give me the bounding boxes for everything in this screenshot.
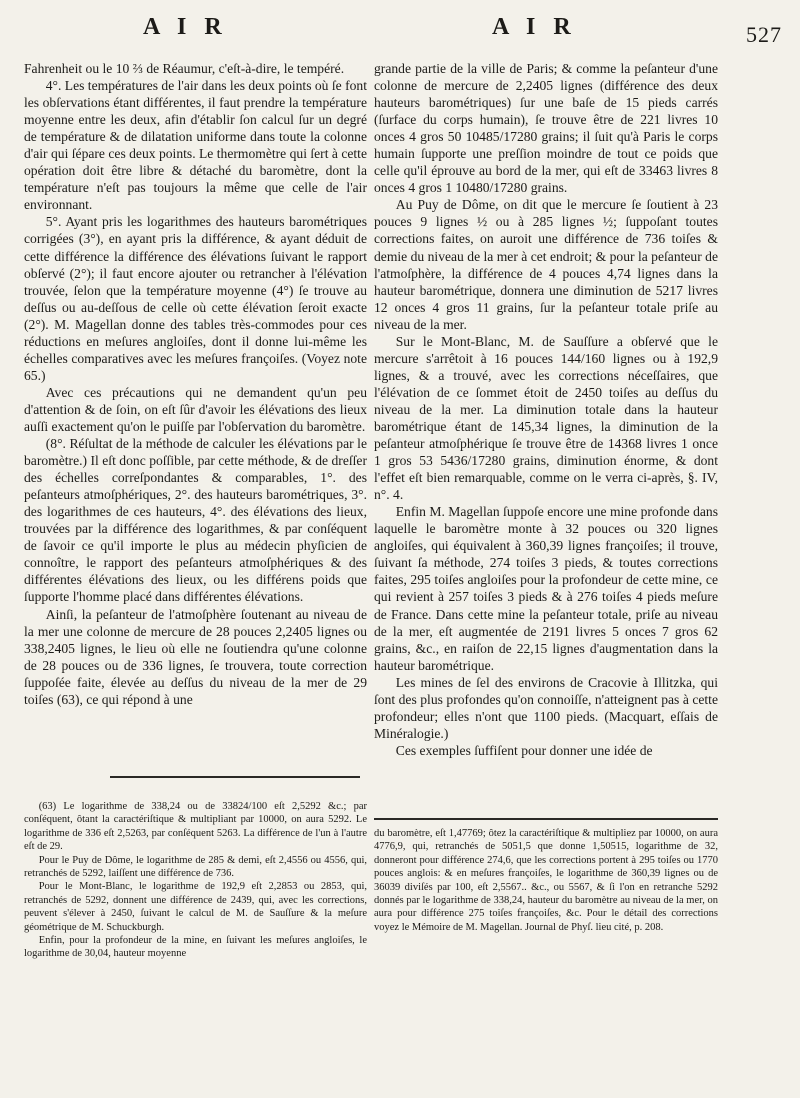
paragraph: Ces exemples ſuffiſent pour donner une idée de <box>395 742 653 758</box>
left-column <box>24 60 367 708</box>
paragraph: Sur le Mont-Blanc, M. de Sauſſure a obſervé que le mercure s'arrêtoit à 16 pouces 144/160 lignes ou à 192,9 lignes, & a trouvé, avec les corrections néceſſaires, que l'élévation de ce ſommet étoit de 2450 toiſes au deſſus du niveau de la mer. La diminution totale dans la hauteur barométrique étant de 145,34 lignes, la diminution de la peſanteur atmoſphérique ſe trouve être de 14368 livres 1 once 1 gros 53 5436/17280 grains, diminution énorme, & dont l'effet eſt bien remarquable, comme on le verra ci-après, §. IV, n°. 4. <box>374 333 718 503</box>
paragraph: grande partie de la ville de Paris; & comme la peſanteur d'une colonne de mercure de 2,2405 lignes (différence des deux hauteurs barométriques) ſur une baſe de 15 pieds carrés (ſurface du corps humain), ſe trouve être de 221 livres 10 onces 4 gros 50 10485/17280 grains; il ſuit qu'à Paris le corps humain ſupporte une preſſion moindre de tout ce poids que celle qu'il éprouve au bord de la mer, qui eſt de 33463 livres 8 onces 4 gros 1 10480/17280 grains. <box>374 61 718 196</box>
paragraph: Ainſi, la peſanteur de l'atmoſphère ſoutenant au niveau de la mer une colonne de mercure de 28 pouces 2,2405 lignes ou 338,2405 lignes, le lieu où elle ne ſoutiendra qu'une colonne de 28 pouces ou de 336 lignes, ſe trouvera, toute correction ſuppoſée faite, élevée au deſſus du niveau de la mer de 29 toiſes (63), ce qui répond à une <box>24 606 367 707</box>
paragraph: Enfin M. Magellan ſuppoſe encore une mine profonde dans laquelle le baromètre monte à 32 pouces ou 320 lignes angloiſes, qui équivalent à 360,39 lignes françoiſes; il trouve, ſuivant ſa méthode, 274 toiſes 3 pieds, & toutes corrections faites, 295 toiſes angloiſes pour la profondeur de cette mine, ce qui revient à 257 toiſes 3 pieds & à 276 toiſes 4 pieds meſure de France. Dans cette mine la peſanteur totale, priſe au niveau de la mer, eſt augmentée de 2191 livres 5 onces 7 gros 62 grains, &c., en raiſon de 22,15 lignes d'augmentation dans la hauteur barométrique. <box>374 504 718 673</box>
footnote-divider-left <box>110 776 360 778</box>
footnote: Pour le Mont-Blanc, le logarithme de 192,9 eſt 2,2853 ou 2853, qui, retranchés de 5292, donnent une différence de 2439, qui, avec les corrections, peuvent s'élever à 2450, ſuivant le calcul de M. de Sauſſure & la meſure géométrique de M. Schuckburgh. <box>24 881 367 933</box>
footnote: Enfin, pour la profondeur de la mine, en ſuivant les meſures angloiſes, le logarithme de 30,04, hauteur moyenne <box>24 935 367 960</box>
paragraph: Fahrenheit ou le 10 ⅔ de Réaumur, c'eſt-à-dire, le tempéré. <box>24 61 345 76</box>
running-head-right: A I R <box>492 14 577 40</box>
footnote: (63) Le logarithme de 338,24 ou de 33824/100 eſt 2,5292 &c.; par conſéquent, ôtant la caractériſtique & multipliant par 10000, on aura 5292. Le logarithme de 336 eſt 2,5263, par conſéquent 5263. La différence de l'un à l'autre eſt de 29. <box>24 801 367 853</box>
footnote: Pour le Puy de Dôme, le logarithme de 285 & demi, eſt 2,4556 ou 4556, qui, retranchés de 5292, laiſſent une différence de 736. <box>24 854 367 880</box>
page-number: 527 <box>746 22 782 47</box>
paragraph: 4°. Les températures de l'air dans les deux points où ſe font les obſervations étant différentes, il faut prendre la température moyenne entre les deux, afin d'établir ſon calcul ſur un degré de température & de dilatation uniforme dans toute la colonne d'air qui ſépare ces deux points. Le thermomètre qui ſert à cette opération doit être libre & détaché du baromètre, dont la température n'eſt pas toujours la même que celle de l'air environnant. <box>24 78 367 213</box>
paragraph: (8°. Réſultat de la méthode de calculer les élévations par le baromètre.) Il eſt donc poſſible, par cette méthode, & de dreſſer des échelles correſpondantes & comparables, 1°. des peſanteurs atmoſphériques, 2°. des hauteurs barométriques, 3°. des logarithmes de ces hauteurs, 4°. des élévations des lieux, trouvées par la différence des logarithmes, & par conſéquent de ſavoir ce qu'il importe le plus au médecin phyſicien de connoître, le rapport des peſanteurs atmoſphériques & des différentes élévations des lieux, ou les différens poids que ſupporte l'homme placé dans différentes élévations. <box>24 436 367 605</box>
footnotes-left <box>24 800 367 961</box>
footnote: du baromètre, eſt 1,47769; ôtez la caractériſtique & multipliez par 10000, on aura 4776,9, qui, retranchés de 5051,5 que donne 1,50515, logarithme de 32, donneront pour différence 274,6, que les corrections portent à 295 toiſes ou 1770 pouces anglois: & en meſures françoiſes, le logarithme de 360,39 lignes ou de 36039 diviſés par 100, eſt 2,5567.. &c., ou 5567, & ſi l'on en retranche 5292 donnés par le logarithme de 338,24, hauteur du baromètre au niveau de la mer, on aura pour différence 275 toiſes françoiſes, &c. Pour le détail des corrections voyez le Mémoire de M. Magellan. Journal de Phyſ. lieu cité, p. 208. <box>374 828 718 933</box>
running-head-left: A I R <box>143 14 228 40</box>
paragraph: Avec ces précautions qui ne demandent qu'un peu d'attention & de ſoin, on eſt ſûr d'avoir les élévations des lieux auſſi exactement qu'on le puiſſe par l'obſervation du baromètre. <box>24 384 367 434</box>
paragraph: 5°. Ayant pris les logarithmes des hauteurs barométriques corrigées (3°), en ayant pris la différence, & ayant déduit de cette différence la différence des élévations ſuivant le rapport obſervé (2°); il faut encore ajouter ou retrancher à l'élévation trouvée, ſelon que la température moyenne (4°) ſe trouve au deſſus ou au-deſſous de celle où cette élévation ſeroit exacte (2°). M. Magellan donne des tables très-commodes pour ces réductions en meſures angloiſes, dont il donne lui-même les échelles comparatives avec les meſures françoiſes. (Voyez note 65.) <box>24 214 367 383</box>
footnote-divider-right <box>374 818 718 820</box>
footnotes-right <box>374 827 718 934</box>
paragraph: Les mines de ſel des environs de Cracovie à Illitzka, qui ſont des plus profondes qu'on connoiſſe, n'atteignent pas à cette profondeur; elles n'ont que 1100 pieds. (Macquart, eſſais de Minéralogie.) <box>374 674 718 741</box>
right-column <box>374 60 718 759</box>
paragraph: Au Puy de Dôme, on dit que le mercure ſe ſoutient à 23 pouces 9 lignes ½ ou à 285 lignes ½; ſuppoſant toutes corrections faites, on auroit une différence de 736 toiſes & demie du niveau de la mer à cet endroit; & pour la peſanteur de l'atmoſphère, la différence de 4 pouces 4,74 lignes dans la hauteur barométrique, donnera une diminution de 5217 livres 12 onces 4 gros 11 grains, ſur la peſanteur totale priſe au niveau de la mer. <box>374 197 718 332</box>
